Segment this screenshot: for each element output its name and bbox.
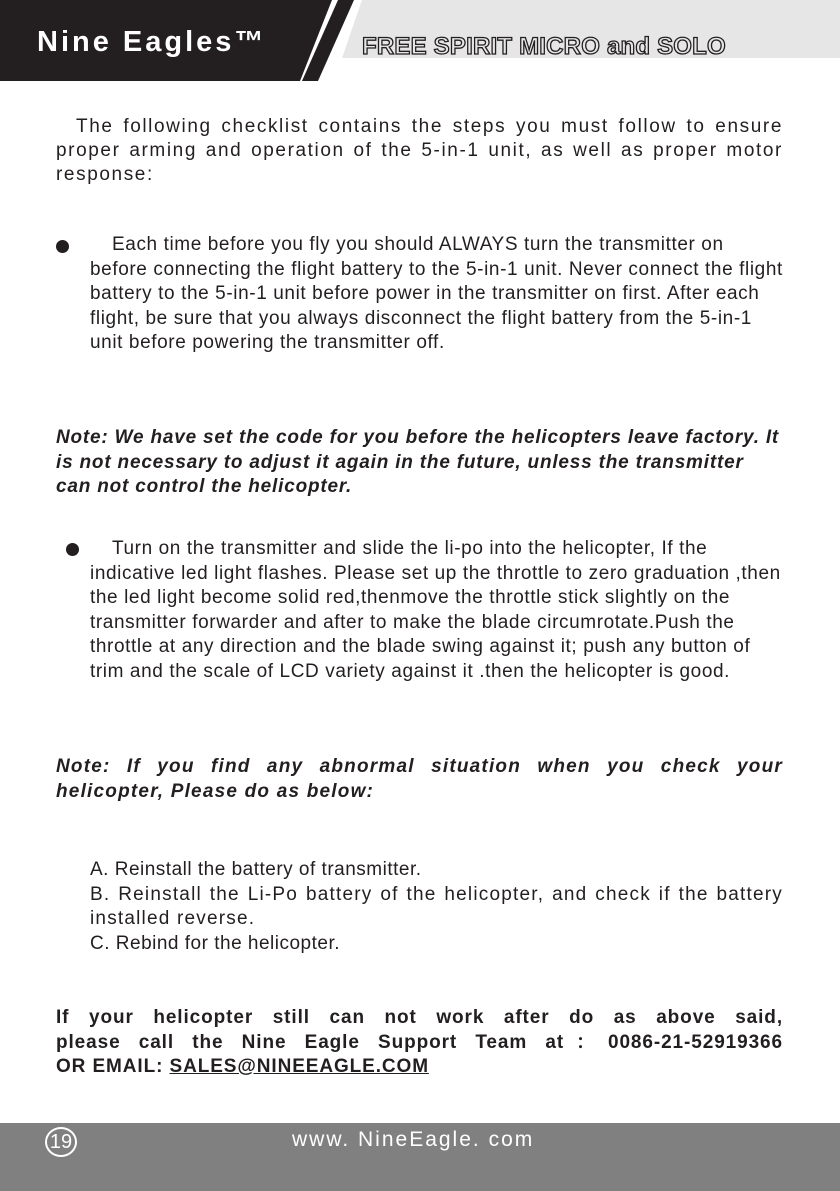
website-link[interactable]: www. NineEagle. com [292,1128,535,1151]
support-line: If your helicopter still can not work after do as above said, [56,1007,783,1028]
step-item: B. Reinstall the Li-Po battery of the helicopter, and check if the battery installed reverse. [90,883,783,929]
bullet-dot-icon [56,240,69,253]
checklist-item-2 [56,537,783,684]
checklist-item-1 [56,233,783,356]
intro-paragraph: The following checklist contains the steps you must follow to ensure proper arming and operation of the 5-in-1 unit, as well as proper motor response: [56,116,783,185]
model-title: FREE SPIRIT MICRO and SOLO [362,33,726,60]
brand-logo-text: Nine Eagles™ [37,26,267,58]
troubleshooting-steps [90,858,783,956]
page-header [0,0,840,81]
bullet-dot-icon [66,543,79,556]
email-label: OR EMAIL: [56,1056,170,1077]
page-number-badge: 19 [45,1127,77,1157]
checklist-item-text: Turn on the transmitter and slide the li-po into the helicopter, If the indicative led light flashes. Please set up the throttle to zero graduation ,then the led light become solid red,thenmove the throttle stick slightly on the transmitter forwarder and after to make the blade circumrotate.Push the throttle at any direction and the blade swing against it; push any button of trim and the scale of LCD variety against it .then the helicopter is good. [90,538,781,682]
support-contact [56,1006,783,1080]
note-code-set: Note: We have set the code for you before the helicopters leave factory. It is not necessary to adjust it again in the future, unless the transmitter can not control the helicopter. [56,427,780,497]
support-email-link[interactable]: SALES@NINEEAGLE.COM [169,1056,429,1077]
step-item: A. Reinstall the battery of transmitter. [90,859,422,880]
checklist-item-text: Each time before you fly you should ALWAYS turn the transmitter on before connecting the flight battery to the 5-in-1 unit. Never connect the flight battery to the 5-in-1 unit before power in the transmitter on first. After each flight, be sure that you always disconnect the flight battery from the 5-in-1 unit before powering the transmitter off. [90,234,783,353]
step-item: C. Rebind for the helicopter. [90,932,341,954]
support-phone-line: please call the Nine Eagle Support Team at：0086-21-52919366 [56,1031,783,1053]
support-email-line [56,1055,783,1080]
note-abnormal-situation: Note: If you find any abnormal situation when you check your helicopter, Please do as below: [56,756,783,802]
